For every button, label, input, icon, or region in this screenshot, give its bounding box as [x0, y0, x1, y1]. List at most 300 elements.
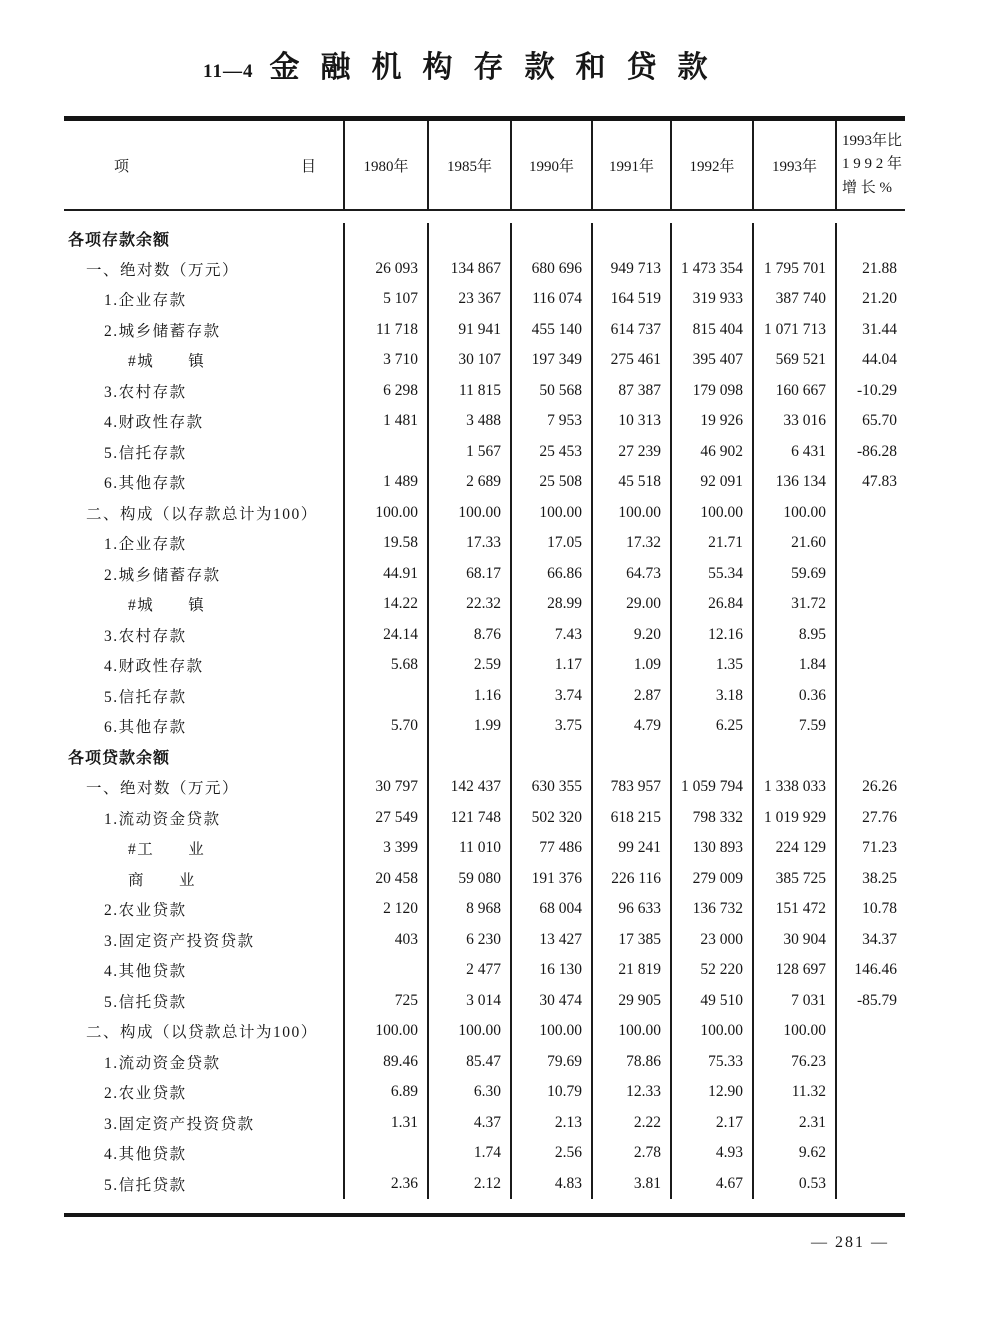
- year-value: 4.83: [512, 1169, 593, 1200]
- year-value: 1.35: [672, 650, 754, 681]
- year-value: [593, 223, 672, 254]
- year-value: 4.37: [429, 1108, 512, 1139]
- year-value: 279 009: [672, 864, 754, 895]
- year-value: 100.00: [512, 498, 593, 529]
- year-value: 10 313: [593, 406, 672, 437]
- growth-value: [837, 498, 905, 529]
- year-value: 59.69: [754, 559, 837, 590]
- year-value: 6.25: [672, 711, 754, 742]
- year-value: 275 461: [593, 345, 672, 376]
- header-year-1985: 1985年: [429, 121, 512, 209]
- year-value: 5 107: [345, 284, 429, 315]
- header-year-1990: 1990年: [512, 121, 593, 209]
- row-label: #工 业: [64, 833, 345, 864]
- year-value: 12.90: [672, 1077, 754, 1108]
- year-value: 5.70: [345, 711, 429, 742]
- year-value: 29 905: [593, 986, 672, 1017]
- year-value: 5.68: [345, 650, 429, 681]
- growth-value: [837, 1108, 905, 1139]
- table-row: [64, 406, 905, 437]
- table-row: [64, 1016, 905, 1047]
- table-row: [64, 376, 905, 407]
- year-value: 815 404: [672, 315, 754, 346]
- year-value: 50 568: [512, 376, 593, 407]
- table-row: [64, 315, 905, 346]
- year-value: 19 926: [672, 406, 754, 437]
- year-value: 1 059 794: [672, 772, 754, 803]
- year-value: [345, 681, 429, 712]
- year-value: 75.33: [672, 1047, 754, 1078]
- year-value: 11 815: [429, 376, 512, 407]
- year-value: 3 399: [345, 833, 429, 864]
- table-row: [64, 1108, 905, 1139]
- year-value: 2.78: [593, 1138, 672, 1169]
- year-value: 2 689: [429, 467, 512, 498]
- year-value: 17 385: [593, 925, 672, 956]
- year-value: 0.53: [754, 1169, 837, 1200]
- year-value: 77 486: [512, 833, 593, 864]
- year-value: 3.18: [672, 681, 754, 712]
- year-value: 2.17: [672, 1108, 754, 1139]
- year-value: 2.59: [429, 650, 512, 681]
- table-row: [64, 528, 905, 559]
- table-row: [64, 864, 905, 895]
- year-value: 17.33: [429, 528, 512, 559]
- row-label: 3.农村存款: [64, 620, 345, 651]
- row-label: 4.其他贷款: [64, 955, 345, 986]
- year-value: 6 431: [754, 437, 837, 468]
- year-value: 10.79: [512, 1077, 593, 1108]
- year-value: 3 014: [429, 986, 512, 1017]
- table-row: [64, 498, 905, 529]
- year-value: 2 477: [429, 955, 512, 986]
- table-row: [64, 437, 905, 468]
- year-value: 6 230: [429, 925, 512, 956]
- table-title: [203, 42, 728, 86]
- year-value: 1 567: [429, 437, 512, 468]
- year-value: 27 239: [593, 437, 672, 468]
- year-value: 1.17: [512, 650, 593, 681]
- year-value: 4.79: [593, 711, 672, 742]
- row-label: 3.固定资产投资贷款: [64, 1108, 345, 1139]
- year-value: 614 737: [593, 315, 672, 346]
- growth-value: [837, 1169, 905, 1200]
- table-row: [64, 467, 905, 498]
- year-value: 1 071 713: [754, 315, 837, 346]
- growth-value: 27.76: [862, 808, 897, 826]
- growth-value: [837, 711, 905, 742]
- row-label: 5.信托存款: [64, 437, 345, 468]
- growth-value: [837, 528, 905, 559]
- header-year-1992: 1992年: [672, 121, 754, 209]
- table-row: [64, 620, 905, 651]
- year-value: 96 633: [593, 894, 672, 925]
- year-value: [345, 1138, 429, 1169]
- year-value: 569 521: [754, 345, 837, 376]
- year-value: 23 000: [672, 925, 754, 956]
- year-value: 1 489: [345, 467, 429, 498]
- year-value: 618 215: [593, 803, 672, 834]
- growth-value: [837, 1016, 905, 1047]
- year-value: 27 549: [345, 803, 429, 834]
- year-value: 12.16: [672, 620, 754, 651]
- year-value: 1 019 929: [754, 803, 837, 834]
- growth-value: [837, 681, 905, 712]
- year-value: 1.84: [754, 650, 837, 681]
- row-label: 1.企业存款: [64, 284, 345, 315]
- header-growth-line2: 1 9 9 2 年: [842, 156, 903, 173]
- year-value: 21.71: [672, 528, 754, 559]
- growth-value: [837, 1077, 905, 1108]
- table-row: [64, 711, 905, 742]
- year-value: 3 710: [345, 345, 429, 376]
- table-row: [64, 559, 905, 590]
- row-label: 二、构成（以存款总计为100）: [64, 498, 345, 529]
- year-value: 395 407: [672, 345, 754, 376]
- table-row: [64, 894, 905, 925]
- year-value: 783 957: [593, 772, 672, 803]
- year-value: 1 481: [345, 406, 429, 437]
- table-title-text: 金融机构存款和贷款: [269, 51, 729, 84]
- year-value: 100.00: [345, 498, 429, 529]
- year-value: 9.62: [754, 1138, 837, 1169]
- year-value: 21 819: [593, 955, 672, 986]
- year-value: 55.34: [672, 559, 754, 590]
- year-value: [593, 742, 672, 773]
- table-row: [64, 925, 905, 956]
- year-value: 7 953: [512, 406, 593, 437]
- year-value: 191 376: [512, 864, 593, 895]
- row-label: 4.财政性存款: [64, 406, 345, 437]
- row-label: 商 业: [64, 864, 345, 895]
- year-value: 92 091: [672, 467, 754, 498]
- growth-value: 146.46: [854, 961, 897, 979]
- table-row: [64, 803, 905, 834]
- table-row: [64, 1077, 905, 1108]
- table-row: [64, 772, 905, 803]
- year-value: 8 968: [429, 894, 512, 925]
- table-row: [64, 986, 905, 1017]
- year-value: 30 107: [429, 345, 512, 376]
- year-value: 224 129: [754, 833, 837, 864]
- year-value: 76.23: [754, 1047, 837, 1078]
- year-value: 11 010: [429, 833, 512, 864]
- year-value: 502 320: [512, 803, 593, 834]
- year-value: 3.74: [512, 681, 593, 712]
- table-row: [64, 345, 905, 376]
- table-row: [64, 742, 905, 773]
- row-label: 各项存款余额: [64, 223, 345, 254]
- year-value: 64.73: [593, 559, 672, 590]
- table-row: [64, 254, 905, 285]
- growth-value: [837, 650, 905, 681]
- year-value: 1 338 033: [754, 772, 837, 803]
- growth-value: [837, 620, 905, 651]
- year-value: 4.93: [672, 1138, 754, 1169]
- table-row: [64, 1047, 905, 1078]
- table-row: [64, 589, 905, 620]
- year-value: 319 933: [672, 284, 754, 315]
- year-value: 1 795 701: [754, 254, 837, 285]
- year-value: 31.72: [754, 589, 837, 620]
- row-label: 二、构成（以贷款总计为100）: [64, 1016, 345, 1047]
- year-value: 1.16: [429, 681, 512, 712]
- year-value: 179 098: [672, 376, 754, 407]
- table-row: [64, 833, 905, 864]
- year-value: 2.36: [345, 1169, 429, 1200]
- year-value: 2.13: [512, 1108, 593, 1139]
- year-value: 798 332: [672, 803, 754, 834]
- year-value: [345, 742, 429, 773]
- year-value: 2.22: [593, 1108, 672, 1139]
- growth-value: [837, 223, 905, 254]
- year-value: 6.89: [345, 1077, 429, 1108]
- year-value: 725: [345, 986, 429, 1017]
- year-value: 1.74: [429, 1138, 512, 1169]
- year-value: [754, 223, 837, 254]
- year-value: 78.86: [593, 1047, 672, 1078]
- year-value: 16 130: [512, 955, 593, 986]
- growth-value: 44.04: [862, 351, 897, 369]
- year-value: 630 355: [512, 772, 593, 803]
- year-value: 11 718: [345, 315, 429, 346]
- table-row: [64, 650, 905, 681]
- table-row: [64, 1169, 905, 1200]
- row-label: 5.信托存款: [64, 681, 345, 712]
- year-value: 59 080: [429, 864, 512, 895]
- year-value: 13 427: [512, 925, 593, 956]
- year-value: 100.00: [593, 498, 672, 529]
- year-value: 44.91: [345, 559, 429, 590]
- growth-value: 21.20: [862, 290, 897, 308]
- year-value: 116 074: [512, 284, 593, 315]
- growth-value: [837, 1138, 905, 1169]
- year-value: 100.00: [754, 498, 837, 529]
- year-value: 85.47: [429, 1047, 512, 1078]
- growth-value: -86.28: [856, 442, 897, 460]
- year-value: 7.43: [512, 620, 593, 651]
- row-label: 一、绝对数（万元）: [64, 772, 345, 803]
- table-row: [64, 284, 905, 315]
- year-value: 26.84: [672, 589, 754, 620]
- year-value: 100.00: [429, 498, 512, 529]
- row-label: 2.城乡储蓄存款: [64, 315, 345, 346]
- year-value: 134 867: [429, 254, 512, 285]
- year-value: 164 519: [593, 284, 672, 315]
- year-value: 30 904: [754, 925, 837, 956]
- row-label: 1.企业存款: [64, 528, 345, 559]
- year-value: 11.32: [754, 1077, 837, 1108]
- year-value: [345, 955, 429, 986]
- table-number: 11—4: [203, 61, 254, 82]
- year-value: 30 797: [345, 772, 429, 803]
- year-value: 28.99: [512, 589, 593, 620]
- growth-value: 26.26: [862, 778, 897, 796]
- header-growth-column: [837, 121, 905, 209]
- year-value: 14.22: [345, 589, 429, 620]
- year-value: 2.31: [754, 1108, 837, 1139]
- year-value: 26 093: [345, 254, 429, 285]
- year-value: 20 458: [345, 864, 429, 895]
- year-value: 100.00: [345, 1016, 429, 1047]
- year-value: [429, 223, 512, 254]
- year-value: 17.32: [593, 528, 672, 559]
- row-label: 2.城乡储蓄存款: [64, 559, 345, 590]
- year-value: [345, 437, 429, 468]
- year-value: 136 134: [754, 467, 837, 498]
- year-value: 46 902: [672, 437, 754, 468]
- year-value: 68.17: [429, 559, 512, 590]
- year-value: 128 697: [754, 955, 837, 986]
- year-value: 100.00: [672, 498, 754, 529]
- year-value: 100.00: [512, 1016, 593, 1047]
- year-value: 6 298: [345, 376, 429, 407]
- year-value: 25 508: [512, 467, 593, 498]
- year-value: 385 725: [754, 864, 837, 895]
- year-value: 30 474: [512, 986, 593, 1017]
- year-value: 91 941: [429, 315, 512, 346]
- year-value: 66.86: [512, 559, 593, 590]
- header-growth-line3: 增 长 %: [842, 179, 892, 196]
- year-value: 45 518: [593, 467, 672, 498]
- year-value: [754, 742, 837, 773]
- year-value: 33 016: [754, 406, 837, 437]
- year-value: 4.67: [672, 1169, 754, 1200]
- year-value: 3 488: [429, 406, 512, 437]
- year-value: 87 387: [593, 376, 672, 407]
- year-value: 151 472: [754, 894, 837, 925]
- header-item-left: 项: [114, 158, 131, 175]
- year-value: 455 140: [512, 315, 593, 346]
- header-year-1980: 1980年: [345, 121, 429, 209]
- header-item-column: [64, 121, 345, 209]
- year-value: 68 004: [512, 894, 593, 925]
- year-value: 100.00: [429, 1016, 512, 1047]
- growth-value: -85.79: [856, 991, 897, 1009]
- year-value: 79.69: [512, 1047, 593, 1078]
- row-label: 一、绝对数（万元）: [64, 254, 345, 285]
- table-row: [64, 681, 905, 712]
- row-label: 2.农业贷款: [64, 894, 345, 925]
- year-value: 89.46: [345, 1047, 429, 1078]
- year-value: 100.00: [593, 1016, 672, 1047]
- table-row: [64, 955, 905, 986]
- year-value: 7.59: [754, 711, 837, 742]
- header-year-1991: 1991年: [593, 121, 672, 209]
- year-value: 1.99: [429, 711, 512, 742]
- growth-value: 38.25: [862, 869, 897, 887]
- year-value: 25 453: [512, 437, 593, 468]
- year-value: 24.14: [345, 620, 429, 651]
- year-value: 17.05: [512, 528, 593, 559]
- year-value: 8.76: [429, 620, 512, 651]
- year-value: 7 031: [754, 986, 837, 1017]
- year-value: [672, 742, 754, 773]
- year-value: 1.09: [593, 650, 672, 681]
- header-item-right: 目: [300, 158, 317, 175]
- growth-value: 10.78: [862, 900, 897, 918]
- year-value: 8.95: [754, 620, 837, 651]
- year-value: 6.30: [429, 1077, 512, 1108]
- year-value: 403: [345, 925, 429, 956]
- year-value: 100.00: [754, 1016, 837, 1047]
- growth-value: 71.23: [862, 839, 897, 857]
- statistics-table: [64, 116, 905, 1217]
- row-label: 6.其他存款: [64, 467, 345, 498]
- growth-value: [837, 589, 905, 620]
- year-value: 23 367: [429, 284, 512, 315]
- growth-value: 65.70: [862, 412, 897, 430]
- year-value: 130 893: [672, 833, 754, 864]
- year-value: 12.33: [593, 1077, 672, 1108]
- year-value: 52 220: [672, 955, 754, 986]
- row-label: 6.其他存款: [64, 711, 345, 742]
- year-value: 2 120: [345, 894, 429, 925]
- table-row: [64, 223, 905, 254]
- year-value: [345, 223, 429, 254]
- year-value: 226 116: [593, 864, 672, 895]
- year-value: 49 510: [672, 986, 754, 1017]
- growth-value: 34.37: [862, 930, 897, 948]
- growth-value: [837, 559, 905, 590]
- year-value: 197 349: [512, 345, 593, 376]
- year-value: 160 667: [754, 376, 837, 407]
- year-value: 2.56: [512, 1138, 593, 1169]
- header-year-1993: 1993年: [754, 121, 837, 209]
- row-label: 3.固定资产投资贷款: [64, 925, 345, 956]
- row-label: 5.信托贷款: [64, 1169, 345, 1200]
- year-value: 680 696: [512, 254, 593, 285]
- year-value: 9.20: [593, 620, 672, 651]
- growth-value: [837, 1047, 905, 1078]
- growth-value: 31.44: [862, 320, 897, 338]
- growth-value: 47.83: [862, 473, 897, 491]
- header-growth-line1: 1993年比: [842, 133, 903, 150]
- year-value: 1 473 354: [672, 254, 754, 285]
- year-value: [512, 223, 593, 254]
- row-label: #城 镇: [64, 345, 345, 376]
- year-value: 2.87: [593, 681, 672, 712]
- growth-value: -10.29: [856, 381, 897, 399]
- year-value: 136 732: [672, 894, 754, 925]
- table-header-row: [64, 121, 905, 211]
- row-label: 5.信托贷款: [64, 986, 345, 1017]
- year-value: 3.75: [512, 711, 593, 742]
- year-value: 2.12: [429, 1169, 512, 1200]
- growth-value: [837, 742, 905, 773]
- year-value: 1.31: [345, 1108, 429, 1139]
- year-value: 22.32: [429, 589, 512, 620]
- table-row: [64, 1138, 905, 1169]
- year-value: [672, 223, 754, 254]
- year-value: 387 740: [754, 284, 837, 315]
- year-value: 949 713: [593, 254, 672, 285]
- year-value: 3.81: [593, 1169, 672, 1200]
- row-label: #城 镇: [64, 589, 345, 620]
- year-value: [429, 742, 512, 773]
- row-label: 4.财政性存款: [64, 650, 345, 681]
- growth-value: 21.88: [862, 259, 897, 277]
- table-body: [64, 211, 905, 1213]
- year-value: [512, 742, 593, 773]
- row-label: 3.农村存款: [64, 376, 345, 407]
- row-label: 各项贷款余额: [64, 742, 345, 773]
- year-value: 99 241: [593, 833, 672, 864]
- year-value: 100.00: [672, 1016, 754, 1047]
- year-value: 21.60: [754, 528, 837, 559]
- year-value: 19.58: [345, 528, 429, 559]
- year-value: 29.00: [593, 589, 672, 620]
